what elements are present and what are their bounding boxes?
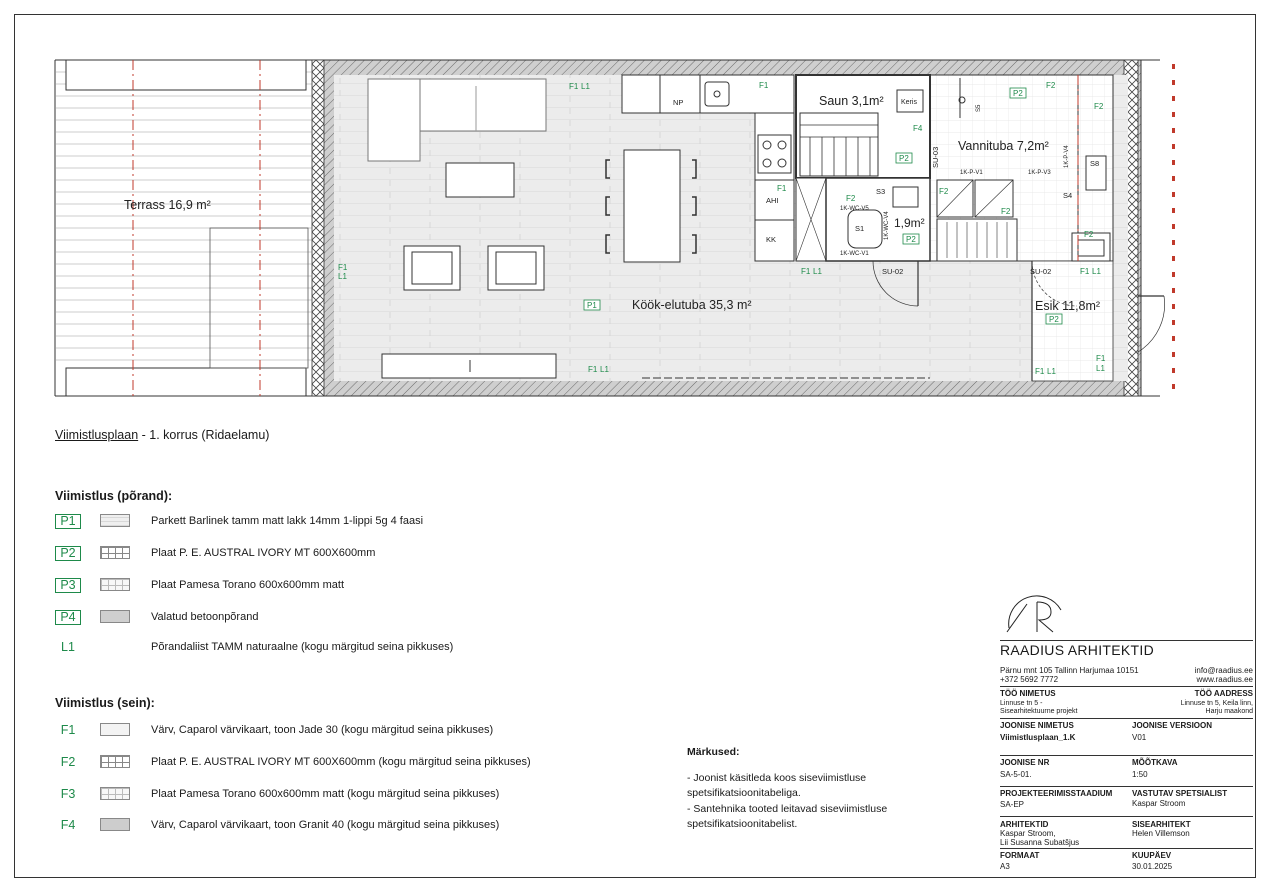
work-name: Linnuse tn 5 - bbox=[1000, 700, 1043, 707]
valve-label: 1K-P-V3 bbox=[1028, 170, 1051, 176]
stage-label: PROJEKTEERIMISSTAADIUM bbox=[1000, 789, 1113, 798]
work-name-2: Sisearhitektuurne projekt bbox=[1000, 708, 1078, 715]
tile-swatch bbox=[100, 787, 130, 800]
legend-code: F2 bbox=[60, 755, 76, 769]
architect-value: Kaspar Stroom, bbox=[1000, 829, 1056, 838]
living-room-label: Köök-elutuba 35,3 m² bbox=[632, 298, 752, 312]
stage-value: SA-EP bbox=[1000, 800, 1025, 809]
valve-label: 1K-P-V4 bbox=[1064, 145, 1070, 168]
firm-logo bbox=[1003, 588, 1067, 636]
armchair-icon bbox=[404, 246, 460, 290]
skirting-tag: L1 bbox=[338, 272, 347, 281]
floor-tag: P2 bbox=[906, 235, 916, 244]
wall-tag: F1 bbox=[1080, 267, 1090, 276]
legend-row-p1 bbox=[55, 512, 424, 530]
wall-tag: F1 bbox=[777, 184, 787, 193]
legend-code: L1 bbox=[61, 640, 75, 654]
skirting-tag: L1 bbox=[1047, 367, 1056, 376]
wall-legend-title: Viimistlus (sein): bbox=[55, 696, 155, 710]
wall-tag: F1 bbox=[588, 365, 598, 374]
work-address-label: TÖÖ AADRESS bbox=[1194, 689, 1253, 698]
scale-label: MÕÕTKAVA bbox=[1132, 758, 1178, 767]
firm-phone: +372 5692 7772 bbox=[1000, 675, 1059, 684]
toilet-label: S1 bbox=[855, 224, 865, 233]
legend-text: Plaat Pamesa Torano 600x600mm matt bbox=[151, 579, 345, 591]
wall-tag: F2 bbox=[846, 194, 856, 203]
legend-text: Plaat Pamesa Torano 600x600mm matt (kogu märgitud seina pikkuses) bbox=[151, 788, 500, 800]
legend-code: F1 bbox=[60, 723, 76, 737]
door-label: SU-03 bbox=[931, 146, 940, 168]
shower-drain-label: S4 bbox=[1063, 191, 1073, 200]
dining-table bbox=[624, 150, 680, 262]
firm-email: info@raadius.ee bbox=[1194, 666, 1253, 675]
legend-text: Värv, Caparol värvikaart, toon Granit 40 (kogu märgitud seina pikkuses) bbox=[151, 819, 500, 831]
legend-row-p3 bbox=[55, 576, 345, 594]
armchair-icon bbox=[488, 246, 544, 290]
floor-tag: P2 bbox=[1013, 89, 1023, 98]
legend-row-l1 bbox=[55, 638, 454, 656]
legend-row-f4 bbox=[55, 816, 500, 834]
format-value: A3 bbox=[1000, 862, 1010, 871]
architect-value-2: Lii Susanna Subatšjus bbox=[1000, 838, 1080, 847]
skirting-tag: L1 bbox=[600, 365, 609, 374]
work-address: Linnuse tn 5, Keila linn, bbox=[1180, 700, 1253, 707]
legend-code: P3 bbox=[55, 578, 81, 593]
wc-sink-icon bbox=[893, 187, 918, 207]
date-value: 30.01.2025 bbox=[1132, 862, 1173, 871]
notes-title: Märkused: bbox=[687, 746, 740, 758]
drawing-no-label: JOONISE NR bbox=[1000, 758, 1050, 767]
floor-tag: P1 bbox=[587, 301, 597, 310]
toilet-icon bbox=[848, 210, 882, 248]
sink-icon bbox=[705, 82, 729, 106]
architect-label: ARHITEKTID bbox=[1000, 820, 1049, 829]
concrete-swatch bbox=[100, 610, 130, 623]
tile-swatch bbox=[100, 755, 130, 768]
notes-block bbox=[687, 745, 927, 833]
legend-text: Põrandaliist TAMM naturaalne (kogu märgitud seina pikkuses) bbox=[151, 641, 454, 653]
shower-label: S5 bbox=[976, 104, 982, 112]
drawing-caption bbox=[55, 428, 269, 442]
legend-text: Plaat P. E. AUSTRAL IVORY MT 600X600mm bbox=[151, 547, 376, 559]
floor-tag: P2 bbox=[899, 154, 909, 163]
format-label: FORMAAT bbox=[1000, 851, 1040, 860]
valve-label: 1K-WC-V5 bbox=[840, 206, 869, 212]
sink-label: S3 bbox=[876, 187, 886, 196]
hall-floor bbox=[1032, 261, 1113, 381]
door-label: SU-02 bbox=[1030, 267, 1052, 276]
wall-tag: F1 bbox=[801, 267, 811, 276]
fridge-label: NP bbox=[673, 98, 684, 107]
legend-code: F4 bbox=[60, 818, 76, 832]
drawing-version-label: JOONISE VERSIOON bbox=[1132, 721, 1213, 730]
skirting-tag: L1 bbox=[1096, 364, 1105, 373]
oven-label: AHI bbox=[766, 196, 779, 205]
tile-swatch bbox=[100, 578, 130, 591]
cooktop-icon bbox=[758, 135, 791, 173]
legend-row-p2 bbox=[55, 544, 376, 562]
floor-tag: P2 bbox=[1049, 315, 1059, 324]
firm-web: www.raadius.ee bbox=[1196, 675, 1253, 684]
valve-label: 1K-WC-V4 bbox=[884, 211, 890, 240]
responsible-label: VASTUTAV SPETSIALIST bbox=[1132, 789, 1228, 798]
skirting-tag: L1 bbox=[581, 82, 590, 91]
title-block bbox=[1000, 640, 1253, 875]
drawing-version: V01 bbox=[1132, 733, 1147, 742]
legend-row-f2 bbox=[55, 753, 531, 771]
legend-row-f1 bbox=[55, 721, 494, 739]
legend-code: P2 bbox=[55, 546, 81, 561]
legend-text: Parkett Barlinek tamm matt lakk 14mm 1-lippi 5g 4 faasi bbox=[151, 515, 424, 527]
legend-text: Plaat P. E. AUSTRAL IVORY MT 600X600mm (kogu märgitud seina pikkuses) bbox=[151, 756, 531, 768]
parquet-swatch bbox=[100, 514, 130, 527]
paint-swatch bbox=[100, 723, 130, 736]
drawing-no: SA-5-01. bbox=[1000, 770, 1032, 779]
drawing-name: Viimistlusplaan_1.K bbox=[1000, 733, 1076, 742]
note-line: - Santehnika tooted leitavad siseviimistluse spetsifikatsioonitabelist. bbox=[687, 802, 888, 830]
wall-tag: F2 bbox=[1084, 230, 1094, 239]
caption-subtitle: - 1. korrus (Ridaelamu) bbox=[141, 428, 270, 442]
firm-address: Pärnu mnt 105 Tallinn Harjumaa 10151 bbox=[1000, 666, 1139, 675]
terrace-label: Terrass 16,9 m² bbox=[124, 198, 211, 212]
legend-code: F3 bbox=[60, 787, 76, 801]
wall-tag: F2 bbox=[1094, 102, 1104, 111]
appliance-label: KK bbox=[766, 235, 777, 244]
skirting-tag: L1 bbox=[1092, 267, 1101, 276]
legend-code: P4 bbox=[55, 610, 81, 625]
floor-plan bbox=[0, 0, 1272, 420]
wall-tag: F1 bbox=[759, 81, 769, 90]
wall-tag: F1 bbox=[338, 263, 348, 272]
bath-sink-label: S8 bbox=[1090, 159, 1100, 168]
stove-label: Keris bbox=[901, 99, 917, 106]
hall-label: Esik 11,8m² bbox=[1035, 299, 1101, 313]
floor-legend-title: Viimistlus (põrand): bbox=[55, 489, 173, 503]
valve-label: 1K-P-V1 bbox=[960, 170, 983, 176]
responsible-value: Kaspar Stroom bbox=[1132, 799, 1186, 808]
interior-value: Helen Villemson bbox=[1132, 829, 1190, 838]
paint-swatch bbox=[100, 818, 130, 831]
wall-tag: F1 bbox=[569, 82, 579, 91]
door-label: SU-02 bbox=[882, 267, 904, 276]
coffee-table bbox=[446, 163, 514, 197]
scale-value: 1:50 bbox=[1132, 770, 1148, 779]
caption-title: Viimistlusplaan bbox=[55, 428, 139, 442]
drawing-name-label: JOONISE NIMETUS bbox=[1000, 721, 1074, 730]
wall-tag: F1 bbox=[1096, 354, 1106, 363]
wall-tag: F4 bbox=[913, 124, 923, 133]
wall-tag: F2 bbox=[939, 187, 949, 196]
work-name-label: TÖÖ NIMETUS bbox=[1000, 689, 1056, 698]
tv-bench bbox=[382, 354, 556, 378]
note-line: - Joonist käsitleda koos siseviimistluse spetsifikatsioonitabeliga. bbox=[687, 771, 867, 799]
legend-code: P1 bbox=[55, 514, 81, 529]
firm-name: RAADIUS ARHITEKTID bbox=[1000, 642, 1154, 658]
wall-tag: F2 bbox=[1001, 207, 1011, 216]
bathroom-label: Vannituba 7,2m² bbox=[958, 139, 1049, 153]
wall-tag: F1 bbox=[1035, 367, 1045, 376]
interior-label: SISEARHITEKT bbox=[1132, 820, 1191, 829]
legend-row-f3 bbox=[55, 785, 500, 803]
wc-label: 1,9m² bbox=[894, 216, 925, 230]
terrace-area bbox=[55, 60, 315, 396]
skirting-tag: L1 bbox=[813, 267, 822, 276]
tile-swatch bbox=[100, 546, 130, 559]
work-address-2: Harju maakond bbox=[1205, 708, 1253, 715]
legend-text: Värv, Caparol värvikaart, toon Jade 30 (kogu märgitud seina pikkuses) bbox=[151, 724, 494, 736]
date-label: KUUPÄEV bbox=[1132, 851, 1172, 860]
valve-label: 1K-WC-V1 bbox=[840, 251, 869, 257]
legend-text: Valatud betoonpõrand bbox=[151, 611, 259, 623]
legend-row-p4 bbox=[55, 608, 259, 626]
sauna-label: Saun 3,1m² bbox=[819, 94, 884, 108]
wall-tag: F2 bbox=[1046, 81, 1056, 90]
